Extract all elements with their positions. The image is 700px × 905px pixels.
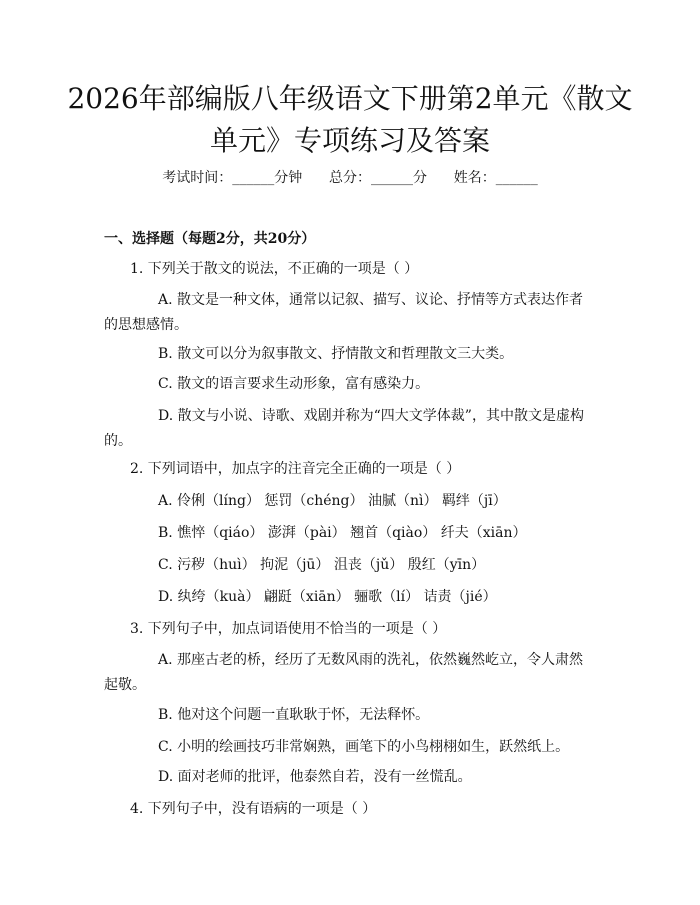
section-heading: 一、选择题（每题2分，共20分） <box>104 231 316 247</box>
question-2-option-a: A. 伶俐（líng） 惩罚（chéng） 油腻（nì） 羁绊（jī） <box>158 493 507 509</box>
question-3-option-a: A. 那座古老的桥，经历了无数风雨的洗礼，依然巍然屹立，令人肃然起敬。 <box>104 652 584 693</box>
question-3-option-c: C. 小明的绘画技巧非常娴熟，画笔下的小鸟栩栩如生，跃然纸上。 <box>158 739 570 755</box>
question-1-option-c: C. 散文的语言要求生动形象，富有感染力。 <box>158 376 430 392</box>
question-1-stem: 1. 下列关于散文的说法，不正确的一项是（ ） <box>130 261 419 277</box>
exam-info-line: 考试时间：______分钟 总分：______分 姓名：______ <box>162 170 538 186</box>
document-title: 2026年部编版八年级语文下册第2单元《散文单元》专项练习及答案 <box>67 82 633 157</box>
question-2-option-d: D. 纨绔（kuà） 翩跹（xiān） 骊歌（lí） 诘责（jié） <box>158 589 497 605</box>
question-2-option-c: C. 污秽（huì） 拘泥（jū） 沮丧（jǔ） 殷红（yīn） <box>158 557 486 573</box>
question-4-stem: 4. 下列句子中，没有语病的一项是（ ） <box>130 801 377 817</box>
question-3-stem: 3. 下列句子中，加点词语使用不恰当的一项是（ ） <box>130 621 447 637</box>
question-1-option-b: B. 散文可以分为叙事散文、抒情散文和哲理散文三大类。 <box>158 346 514 362</box>
question-1-option-a: A. 散文是一种文体，通常以记叙、描写、议论、抒情等方式表达作者的思想感情。 <box>104 292 584 333</box>
question-2-option-b: B. 憔悴（qiáo） 澎湃（pài） 翘首（qiào） 纤夫（xiān） <box>158 525 527 541</box>
question-3-option-b: B. 他对这个问题一直耿耿于怀，无法释怀。 <box>158 707 430 723</box>
question-3-option-d: D. 面对老师的批评，他泰然自若，没有一丝慌乱。 <box>158 769 472 785</box>
question-1-option-d: D. 散文与小说、诗歌、戏剧并称为“四大文学体裁”，其中散文是虚构的。 <box>104 408 584 449</box>
question-2-stem: 2. 下列词语中，加点字的注音完全正确的一项是（ ） <box>130 461 461 477</box>
